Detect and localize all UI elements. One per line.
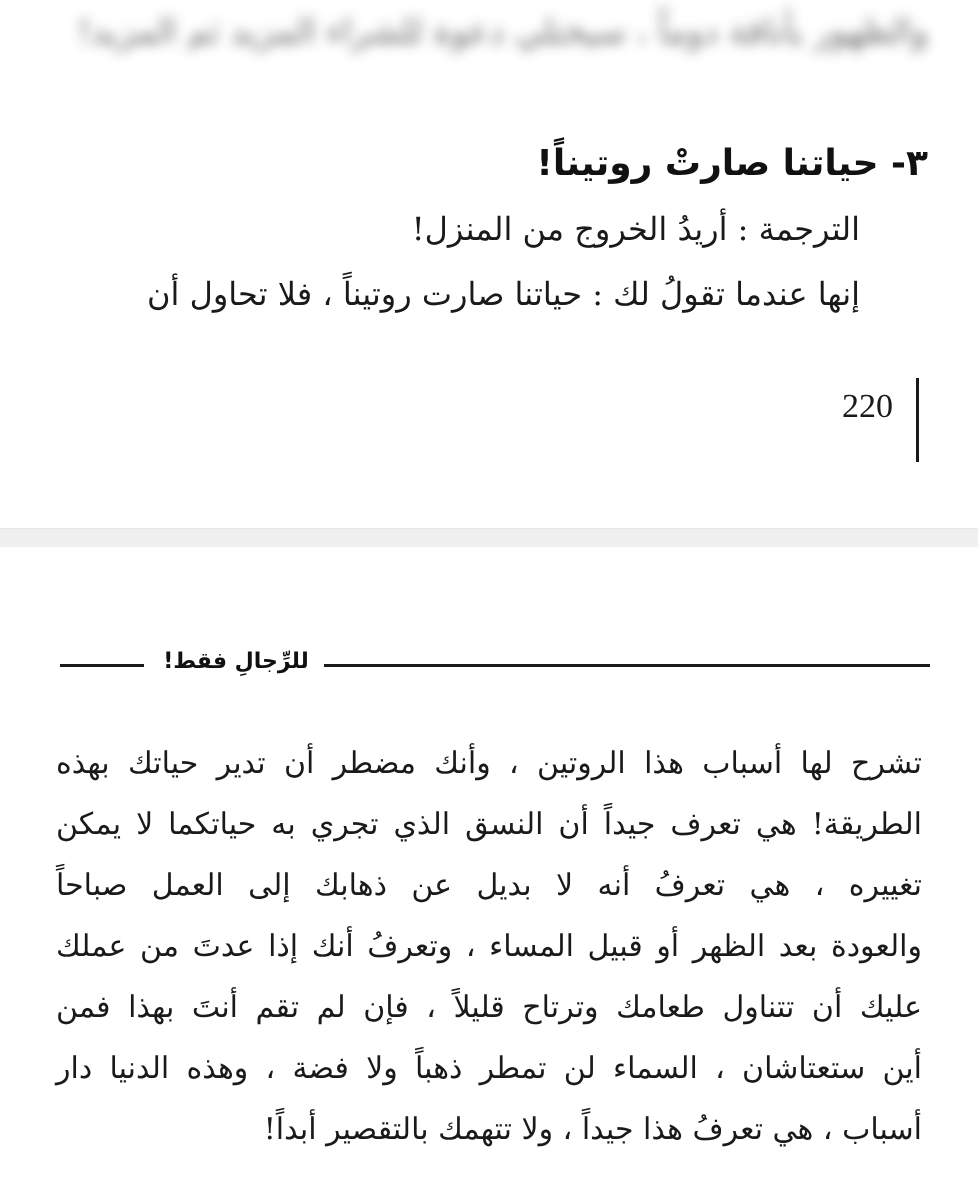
bottom-page bbox=[0, 547, 978, 1200]
running-header bbox=[60, 645, 930, 685]
translation-line: الترجمة : أريدُ الخروج من المنزل! bbox=[411, 210, 860, 248]
header-rule-right bbox=[324, 664, 930, 667]
intro-line: إنها عندما تقولُ لك : حياتنا صارت روتيناً ، فلا تحاول أن bbox=[147, 275, 860, 313]
page-separator bbox=[0, 528, 978, 548]
paragraph-line: والعودة بعد الظهر أو قبيل المساء ، وتعرفُ أنك إذا عدتَ من عملك bbox=[56, 929, 922, 964]
section-heading: ٣- حياتنا صارتْ روتيناً! bbox=[536, 143, 928, 184]
top-page bbox=[0, 0, 978, 528]
paragraph-line: الطريقة! هي تعرف جيداً أن النسق الذي تجري به حياتكما لا يمكن bbox=[56, 807, 922, 842]
paragraph-line: عليك أن تتناول طعامك وترتاح قليلاً ، فإن لم تقم أنتَ بهذا فمن bbox=[56, 990, 922, 1025]
page-number: 220 bbox=[842, 388, 893, 425]
paragraph-line: تشرح لها أسباب هذا الروتين ، وأنك مضطر أن تدير حياتك بهذه bbox=[56, 746, 922, 781]
blurred-previous-line: والظهور بأناقة دوماً ، سيختلي دعوة للشراء المزيد ثم المزيد! bbox=[77, 12, 928, 52]
paragraph-line: تغييره ، هي تعرفُ أنه لا بديل عن ذهابك إلى العمل صباحاً bbox=[56, 868, 922, 903]
header-rule-left bbox=[60, 664, 144, 667]
page-number-rule bbox=[916, 378, 919, 462]
paragraph-line: أسباب ، هي تعرفُ هذا جيداً ، ولا تتهمك بالتقصير أبداً! bbox=[263, 1112, 922, 1147]
paragraph-line: أين ستعتاشان ، السماء لن تمطر ذهباً ولا فضة ، وهذه الدنيا دار bbox=[56, 1051, 922, 1086]
body-paragraph bbox=[56, 733, 922, 1160]
running-header-title: للرِّجالِ فقط! bbox=[163, 649, 309, 674]
